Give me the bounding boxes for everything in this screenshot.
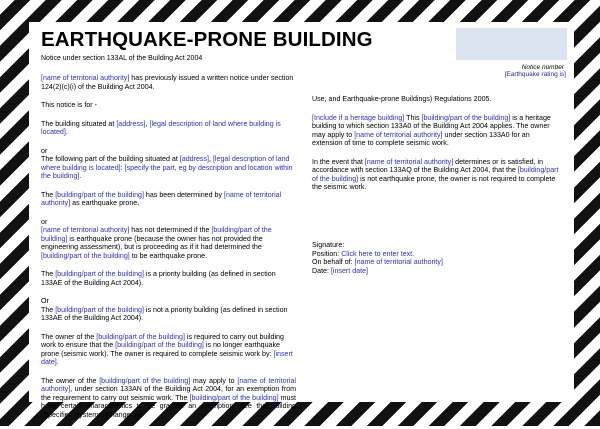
text: . bbox=[79, 172, 82, 180]
text: is no longer earthquake prone (seismic work). The owner is required to complete seismic work by: bbox=[41, 341, 280, 358]
text: The bbox=[41, 270, 56, 278]
placeholder-territorial-authority[interactable]: [name of territorial authority] bbox=[41, 226, 130, 234]
placeholder-building-part[interactable]: [building/part of the building] bbox=[55, 190, 144, 199]
or-separator: Or bbox=[41, 297, 49, 305]
placeholder-legal-description[interactable]: [legal description of land where building is located] bbox=[41, 155, 290, 172]
left-column bbox=[41, 74, 296, 429]
paragraph-seismic-work bbox=[41, 333, 296, 367]
notice-number-label: Notice number bbox=[521, 64, 564, 71]
paragraph-previous-notice bbox=[41, 74, 296, 91]
placeholder-address[interactable]: [address] bbox=[116, 119, 146, 128]
text: to be earthquake prone. bbox=[129, 251, 208, 260]
text: , under section 133AN of the Building Act 2004, for an exemption from the requirement to carry out seismic work. The bbox=[41, 385, 296, 402]
placeholder-building-part[interactable]: [building/part of the building] bbox=[115, 341, 204, 349]
text: The bbox=[41, 305, 56, 314]
position-label: Position: bbox=[312, 249, 342, 258]
text: has not determined if the bbox=[129, 226, 212, 234]
text: . bbox=[56, 358, 59, 366]
placeholder-territorial-authority[interactable]: [name of territorial authority] bbox=[364, 157, 454, 166]
placeholder-building-part[interactable]: [building/part of the building] bbox=[96, 332, 185, 341]
text: , bbox=[145, 119, 150, 128]
text: may apply to bbox=[190, 376, 238, 385]
text: is a priority building (as defined in section 133AE of the Building Act 2004). bbox=[41, 270, 276, 287]
text: under section 133A0 for an extension of time to complete seismic work. bbox=[312, 130, 530, 147]
text: is required to carry out building work to ensure that the bbox=[41, 332, 284, 349]
signature-block bbox=[312, 241, 562, 275]
text: , bbox=[209, 155, 213, 163]
placeholder-building-part[interactable]: [building/part of the building] bbox=[55, 270, 144, 278]
text: The following part of the building situated at bbox=[41, 155, 180, 163]
page-title: EARTHQUAKE-PRONE BUILDING bbox=[41, 28, 373, 51]
paragraph-not-priority bbox=[41, 306, 296, 323]
behalf-label: On behalf of: bbox=[312, 258, 355, 267]
paragraph-not-determined bbox=[41, 226, 296, 260]
placeholder-building-part[interactable]: [building/part of the building] bbox=[189, 393, 279, 402]
position-field[interactable]: Click here to enter text. bbox=[341, 249, 415, 258]
placeholder-address[interactable]: [address] bbox=[179, 155, 209, 163]
paragraph-part-of-building bbox=[41, 155, 296, 181]
text: is a heritage building to which section 133A0 of the Building Act 2004 applies. The owner may apply to bbox=[312, 113, 551, 139]
paragraph-building-situated bbox=[41, 120, 296, 137]
text: is not earthquake prone, the owner is not required to complete the seismic work. bbox=[312, 174, 556, 191]
text: has been determined by bbox=[143, 190, 224, 199]
date-field[interactable]: [insert date] bbox=[330, 266, 369, 275]
date-line bbox=[312, 267, 562, 276]
text: This bbox=[404, 113, 422, 122]
notice-sheet bbox=[29, 22, 574, 419]
text: The owner of the bbox=[41, 376, 100, 385]
notice-number-field[interactable] bbox=[456, 28, 567, 60]
or-separator: or bbox=[41, 217, 48, 226]
text: The owner of the bbox=[41, 332, 97, 341]
placeholder-territorial-authority[interactable]: [name of territorial authority] bbox=[41, 74, 130, 82]
text: is earthquake prone (because the owner has not provided the engineering assessment), but is proceeding as if it had determined the bbox=[41, 234, 263, 251]
text: The building situated at bbox=[41, 119, 117, 128]
placeholder-building-part[interactable]: [building/part of the building] bbox=[41, 226, 272, 243]
date-label: Date: bbox=[312, 266, 331, 275]
placeholder-building-part[interactable]: [building/part of the building] bbox=[99, 376, 191, 385]
paragraph-determined-prone bbox=[41, 191, 296, 208]
text: is not a priority building (as defined in section 133AE of the Building Act 2004). bbox=[41, 305, 288, 322]
placeholder-heritage[interactable]: [Include if a heritage building] bbox=[312, 113, 405, 122]
or-separator: or bbox=[41, 146, 48, 155]
paragraph-heritage bbox=[312, 114, 562, 148]
placeholder-date[interactable]: [insert date] bbox=[41, 349, 293, 366]
earthquake-rating-field[interactable]: [Earthquake rating is] bbox=[504, 71, 566, 78]
position-line bbox=[312, 250, 562, 259]
text: The bbox=[41, 190, 56, 199]
behalf-field[interactable]: [name of territorial authority] bbox=[354, 258, 443, 267]
placeholder-territorial-authority[interactable]: [name of territorial authority] bbox=[41, 376, 297, 393]
right-column bbox=[312, 95, 562, 202]
text: . bbox=[65, 128, 68, 136]
text: In the event that bbox=[312, 157, 365, 166]
text: as earthquake prone, bbox=[70, 199, 140, 207]
paragraph-regulations: Use, and Earthquake-prone Buildings) Regulations 2005. bbox=[312, 95, 492, 103]
placeholder-specify-part[interactable]: [specify the part, eg by description and location within the building] bbox=[41, 163, 293, 180]
placeholder-territorial-authority[interactable]: [name of territorial authority] bbox=[354, 130, 443, 139]
text: : bbox=[120, 163, 125, 172]
placeholder-building-part[interactable]: [building/part of the building] bbox=[41, 251, 130, 260]
placeholder-building-part[interactable]: [building/part of the building] bbox=[312, 166, 559, 183]
signature-label: Signature: bbox=[312, 241, 345, 249]
text: determines or is satisfied, in accordance with section 133AQ of the Building Act 2004, that the bbox=[312, 157, 544, 174]
placeholder-building-part[interactable]: [building/part of the building] bbox=[55, 305, 144, 314]
paragraph-notice-for: This notice is for - bbox=[41, 101, 97, 109]
paragraph-priority-building bbox=[41, 270, 296, 287]
paragraph-exemption bbox=[41, 377, 296, 420]
placeholder-legal-description[interactable]: [legal description of land where building is located] bbox=[41, 119, 281, 136]
text: has previously issued a written notice under section 124(2)(c)(i) of the Building Act 2004. bbox=[41, 74, 294, 91]
text: must have certain characteristics to be granted an exemption (see the Building (Specified Systems, Change the bbox=[41, 393, 297, 419]
behalf-line bbox=[312, 258, 562, 267]
placeholder-territorial-authority[interactable]: [name of territorial authority] bbox=[41, 190, 282, 207]
paragraph-not-prone-event bbox=[312, 158, 562, 192]
page-subtitle: Notice under section 133AL of the Building Act 2004 bbox=[41, 55, 203, 62]
placeholder-building-part[interactable]: [building/part of the building] bbox=[421, 113, 511, 122]
